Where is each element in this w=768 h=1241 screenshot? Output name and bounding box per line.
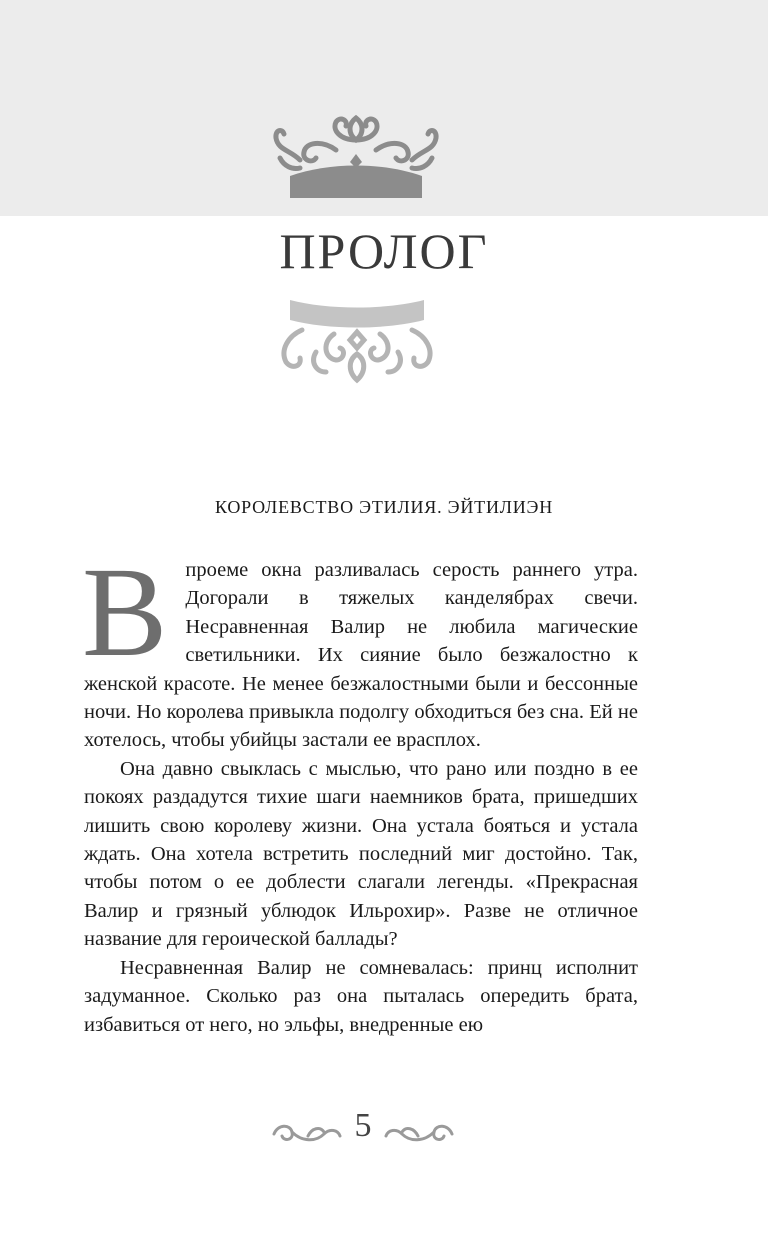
body-text bbox=[82, 541, 638, 1039]
chapter-title: ПРОЛОГ bbox=[279, 223, 489, 279]
paragraph: Она давно свыклась с мыслью, что рано или поздно в ее покоях раздадутся тихие шаги наемников брата, пришедших лишить свою королеву жизни. Она устала бояться и устала ждать. Она хотела встретить последний миг достойно. Так, чтобы потом о ее доблести слагали легенды. «Прекрасная Валир и грязный ублюдок Ильрохир». Разве не отличное название для героической баллады? bbox=[84, 757, 638, 951]
paragraph-text: проеме окна разливалась серость раннего утра. Догорали в тяжелых канделябрах свечи. Несравненная Валир не любила магические светильники. Их сияние было безжалостно к женской красоте. Не менее безжалостными были и бессонные ночи. Но королева привыкла подолгу обходиться без сна. Ей не хотелось, чтобы убийцы застали ее врасплох. bbox=[84, 559, 638, 752]
page-number: 5 bbox=[354, 1107, 372, 1144]
crown-icon bbox=[270, 110, 442, 202]
paragraph bbox=[82, 541, 638, 755]
chapter-subtitle: КОРОЛЕВСТВО ЭТИЛИЯ. ЭЙТИЛИЭН bbox=[214, 497, 554, 517]
paragraph: Несравненная Валир не сомневалась: принц исполнит задуманное. Сколько раз она пыталась опередить брата, избавиться от него, но эльфы, внедренные ею bbox=[84, 956, 638, 1036]
drop-cap: В bbox=[82, 541, 168, 683]
ornament-icon bbox=[272, 296, 442, 388]
